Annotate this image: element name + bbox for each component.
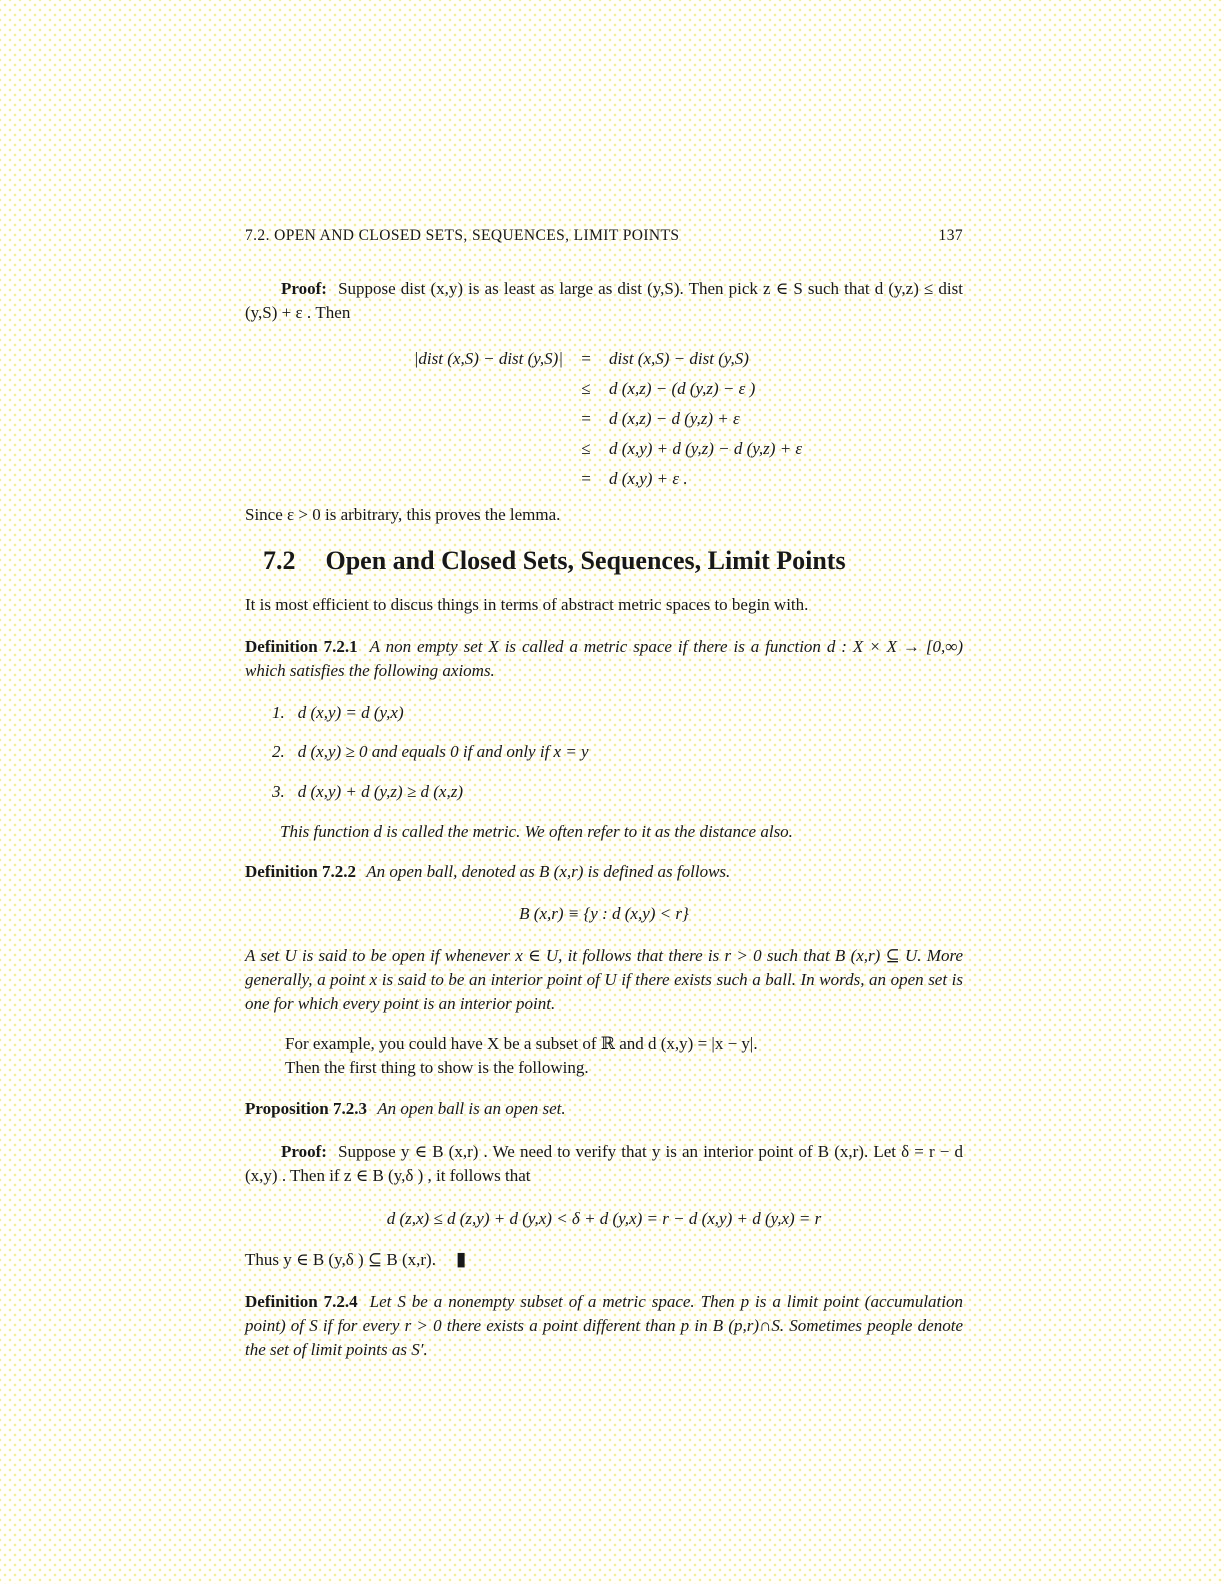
equation-row <box>245 374 963 404</box>
axiom-item-3 <box>245 780 990 804</box>
equation-row <box>245 434 963 464</box>
proof-text: Suppose dist (x,y) is as least as large as dist (y,S). Then pick z ∈ S such that d (y,z) ≤ dist (y,S) + ε . Then <box>245 279 963 322</box>
axiom-number: 1. <box>272 703 285 722</box>
example-line-2: Then the first thing to show is the following. <box>285 1058 589 1077</box>
intro-line: It is most efficient to discus things in terms of abstract metric spaces to begin with. <box>245 595 809 614</box>
equation-row <box>245 404 963 434</box>
equation-relation: = <box>581 349 591 368</box>
ball-equation: B (x,r) ≡ {y : d (x,y) < r} <box>519 904 689 923</box>
equation-rhs: dist (x,S) − dist (y,S) <box>609 349 749 368</box>
proof-text: Suppose y ∈ B (x,r) . We need to verify that y is an interior point of B (x,r). Let δ = r − d (x,y) . Then if z ∈ B (y,δ ) , it follows that <box>245 1142 963 1185</box>
equation-lhs <box>245 404 563 434</box>
equation-lhs <box>245 434 563 464</box>
example-line-1: For example, you could have X be a subset of ℝ and d (x,y) = |x − y|. <box>285 1034 758 1053</box>
definition-722-label: Definition 7.2.2 <box>245 862 356 881</box>
proof-label: Proof: <box>281 1142 327 1161</box>
proposition-723-label: Proposition 7.2.3 <box>245 1099 368 1118</box>
equation-relation: ≤ <box>581 379 591 398</box>
axiom-number: 3. <box>272 782 285 801</box>
axiom-number: 2. <box>272 742 285 761</box>
equation-rhs: d (x,z) − d (y,z) + ε <box>609 409 740 428</box>
proposition-proof-paragraph <box>245 1140 963 1188</box>
inequality-line: d (z,x) ≤ d (z,y) + d (y,x) < δ + d (y,x) = r − d (x,y) + d (y,x) = r <box>386 1209 822 1228</box>
equation-rhs: d (x,z) − (d (y,z) − ε ) <box>609 379 756 398</box>
equation-lhs <box>245 464 563 494</box>
equation-lhs: |dist (x,S) − dist (y,S)| <box>413 349 563 368</box>
axiom-item-1 <box>245 701 990 725</box>
axiom-text: d (x,y) + d (y,z) ≥ d (x,z) <box>297 782 463 801</box>
section-number: 7.2 <box>263 546 296 575</box>
equation-array <box>245 344 963 494</box>
metric-note: This function d is called the metric. We often refer to it as the distance also. <box>280 822 793 841</box>
equation-relation: = <box>581 409 591 428</box>
proposition-723-body: An open ball is an open set. <box>377 1099 566 1118</box>
proposition-723 <box>245 1097 963 1121</box>
equation-row <box>245 344 963 374</box>
since-line: Since ε > 0 is arbitrary, this proves the lemma. <box>245 505 561 524</box>
equation-row <box>245 464 963 494</box>
definition-722-body: An open ball, denoted as B (x,r) is defined as follows. <box>366 862 731 881</box>
axiom-text: d (x,y) = d (y,x) <box>297 703 404 722</box>
qed-symbol: ▮ <box>455 1248 467 1270</box>
lemma-proof-paragraph <box>245 277 963 325</box>
axiom-text: d (x,y) ≥ 0 and equals 0 if and only if x = y <box>297 742 589 761</box>
proof-label: Proof: <box>281 279 327 298</box>
definition-721-body: A non empty set X is called a metric space if there is a function d : X × X → [0,∞) which satisfies the following axioms. <box>245 637 964 680</box>
running-header-title: 7.2. OPEN AND CLOSED SETS, SEQUENCES, LIMIT POINTS <box>245 227 680 244</box>
definition-722 <box>245 860 963 884</box>
equation-lhs <box>245 374 563 404</box>
equation-relation: = <box>581 469 591 488</box>
definition-721 <box>245 635 963 683</box>
open-set-paragraph: A set U is said to be open if whenever x ∈ U, it follows that there is r > 0 such that B (x,r) ⊆ U. More generally, a point x is said to be an interior point of U if there exists such a ball. In words, an open set is one for which every point is an interior point. <box>245 946 963 1013</box>
thus-text: Thus y ∈ B (y,δ ) ⊆ B (x,r). <box>245 1250 436 1269</box>
equation-relation: ≤ <box>581 439 591 458</box>
section-heading <box>245 546 981 576</box>
definition-721-label: Definition 7.2.1 <box>245 637 358 656</box>
thus-line <box>245 1247 963 1272</box>
equation-rhs: d (x,y) + d (y,z) − d (y,z) + ε <box>609 439 803 458</box>
definition-724-body: Let S be a nonempty subset of a metric space. Then p is a limit point (accumulation point) of S if for every r > 0 there exists a point different than p in B (p,r)∩S. Sometimes people denote the set of limit points as S′. <box>245 1292 963 1359</box>
definition-724 <box>245 1290 963 1362</box>
equation-rhs: d (x,y) + ε . <box>609 469 688 488</box>
running-header <box>245 224 963 248</box>
section-title: Open and Closed Sets, Sequences, Limit Points <box>325 546 846 575</box>
definition-724-label: Definition 7.2.4 <box>245 1292 358 1311</box>
axiom-item-2 <box>245 740 990 764</box>
page-number: 137 <box>938 227 963 244</box>
